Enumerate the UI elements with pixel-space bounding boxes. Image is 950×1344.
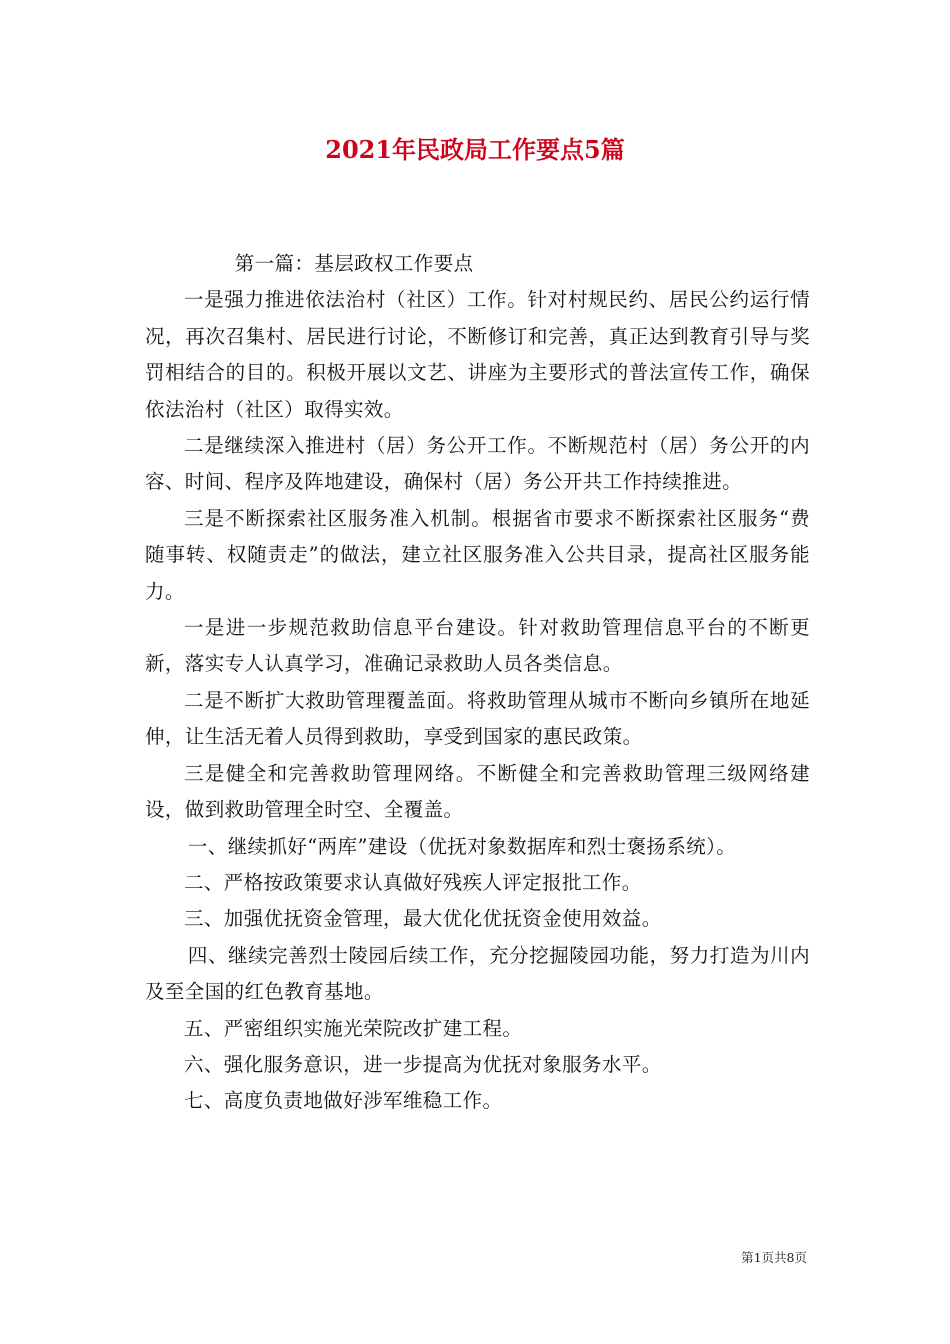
page-number: 第1页共8页	[741, 1250, 807, 1265]
list-item: 七、高度负责地做好涉军维稳工作。	[184, 1089, 503, 1113]
section-heading: 第一篇：基层政权工作要点	[234, 252, 474, 275]
document-title: 2021年民政局工作要点5篇	[325, 135, 625, 164]
list-item: 六、强化服务意识，进一步提高为优抚对象服务水平。	[184, 1052, 662, 1076]
list-item: 四、继续完善烈士陵园后续工作，充分挖掘陵园功能，努力打造为川内及至全国的红色教育基地。	[145, 943, 810, 1004]
paragraph: 三是不断探索社区服务准入机制。根据省市要求不断探索社区服务“费随事转、权随责走”的做法，建立社区服务准入公共目录，提高社区服务能力。	[145, 506, 810, 603]
paragraph: 一是进一步规范救助信息平台建设。针对救助管理信息平台的不断更新，落实专人认真学习，准确记录救助人员各类信息。	[145, 616, 810, 676]
paragraph: 二是继续深入推进村（居）务公开工作。不断规范村（居）务公开的内容、时间、程序及阵地建设，确保村（居）务公开共工作持续推进。	[145, 434, 810, 494]
document-body	[145, 246, 810, 1120]
list-item: 二、严格按政策要求认真做好残疾人评定报批工作。	[184, 870, 642, 894]
list-item: 五、严密组织实施光荣院改扩建工程。	[184, 1016, 523, 1040]
paragraph: 一是强力推进依法治村（社区）工作。针对村规民约、居民公约运行情况，再次召集村、居民进行讨论，不断修订和完善，真正达到教育引导与奖罚相结合的目的。积极开展以文艺、讲座为主要形式的普法宣传工作，确保依法治村（社区）取得实效。	[145, 288, 810, 421]
list-item: 三、加强优抚资金管理，最大优化优抚资金使用效益。	[184, 907, 662, 931]
paragraph: 三是健全和完善救助管理网络。不断健全和完善救助管理三级网络建设，做到救助管理全时空、全覆盖。	[145, 761, 810, 822]
list-item: 一、继续抓好“两库”建设（优抚对象数据库和烈士褒扬系统）。	[187, 834, 737, 858]
paragraph: 二是不断扩大救助管理覆盖面。将救助管理从城市不断向乡镇所在地延伸，让生活无着人员得到救助，享受到国家的惠民政策。	[145, 688, 810, 749]
